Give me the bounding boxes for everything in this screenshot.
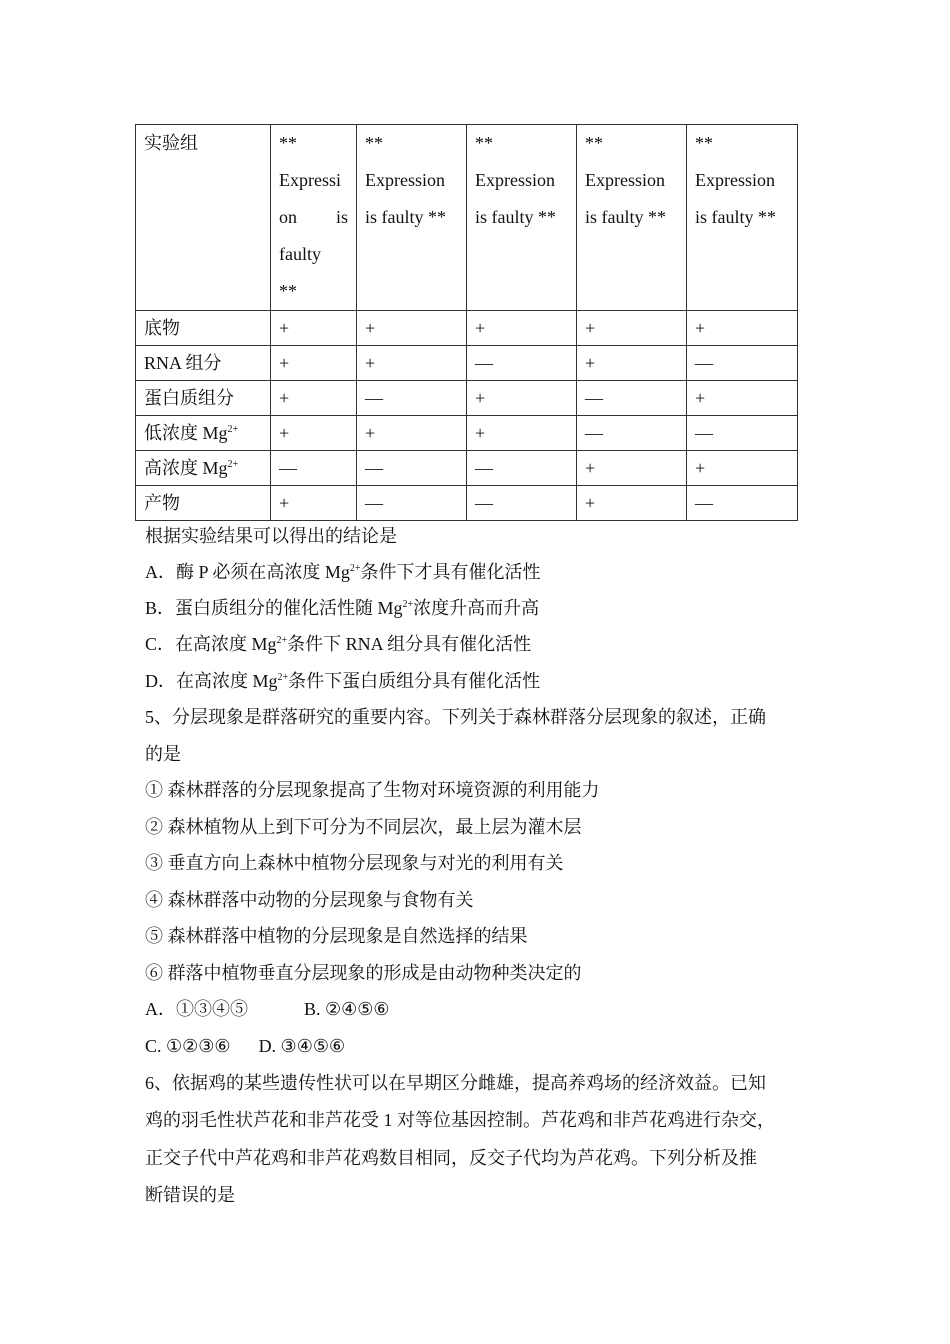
q5-statement: ② 森林植物从上到下可分为不同层次，最上层为灌木层 (145, 817, 582, 837)
table-cell: + (271, 311, 357, 346)
q5-statement: ③ 垂直方向上森林中植物分层现象与对光的利用有关 (145, 853, 564, 873)
table-cell: — (467, 346, 577, 381)
table-cell: + (271, 381, 357, 416)
q5-option-d[interactable]: D. ③④⑤⑥ (258, 1036, 346, 1056)
row-label: RNA 组分 (136, 346, 271, 381)
table-cell: + (687, 381, 798, 416)
q5-statement: ⑥ 群落中植物垂直分层现象的形成是由动物种类决定的 (145, 963, 582, 983)
q6-stem-line: 正交子代中芦花鸡和非芦花鸡数目相同，反交子代均为芦花鸡。下列分析及推 (145, 1148, 757, 1168)
row-label: 底物 (136, 311, 271, 346)
table-cell: — (577, 416, 687, 451)
table-cell: + (687, 451, 798, 486)
q6-stem-line: 断错误的是 (145, 1185, 235, 1205)
row-label: 低浓度 $Mg^{2+}$ (136, 416, 271, 451)
table-row (136, 311, 798, 346)
table-cell: — (687, 346, 798, 381)
table-cell: + (357, 416, 467, 451)
q5-stem-line2: 的是 (145, 744, 181, 764)
table-cell: + (687, 311, 798, 346)
table-cell: — (467, 486, 577, 521)
table-row (136, 416, 798, 451)
q5-option-a[interactable]: A．①③④⑤ (145, 999, 248, 1019)
table-row (136, 346, 798, 381)
table-cell: — (467, 451, 577, 486)
table-cell: — (687, 416, 798, 451)
header-error-cell: ** Expression is faulty ** (357, 125, 467, 311)
table-cell: — (271, 451, 357, 486)
q6-stem-line: 鸡的羽毛性状芦花和非芦花受 1 对等位基因控制。芦花鸡和非芦花鸡进行杂交， (145, 1110, 775, 1130)
table-cell: + (271, 346, 357, 381)
q5-option-b[interactable]: B. ②④⑤⑥ (304, 999, 390, 1019)
header-error-cell: ** Expression is faulty ** (467, 125, 577, 311)
q5-option-c[interactable]: C. ①②③⑥ (145, 1036, 231, 1056)
q4-option-b[interactable]: B．蛋白质组分的催化活性随 $Mg^{2+}$浓度升高而升高 (145, 598, 540, 618)
table-cell: — (577, 381, 687, 416)
table-cell: — (357, 486, 467, 521)
header-label: 实验组 (136, 125, 271, 311)
table-cell: + (467, 416, 577, 451)
row-label: 高浓度 $Mg^{2+}$ (136, 451, 271, 486)
table-cell: + (577, 451, 687, 486)
q5-statement: ④ 森林群落中动物的分层现象与食物有关 (145, 890, 474, 910)
table-cell: — (687, 486, 798, 521)
table-row (136, 451, 798, 486)
table-header-row (136, 125, 798, 311)
row-label: 产物 (136, 486, 271, 521)
q4-stem: 根据实验结果可以得出的结论是 (145, 526, 397, 546)
table-cell: + (577, 486, 687, 521)
row-label: 蛋白质组分 (136, 381, 271, 416)
q6-stem-line: 6、依据鸡的某些遗传性状可以在早期区分雌雄，提高养鸡场的经济效益。已知 (145, 1073, 766, 1093)
table-cell: + (577, 311, 687, 346)
header-error-cell: ** Expression is faulty ** (577, 125, 687, 311)
table-cell: + (271, 416, 357, 451)
header-error-cell: ** Expressi on is faulty ** (271, 125, 357, 311)
header-error-cell: ** Expression is faulty ** (687, 125, 798, 311)
table-cell: + (577, 346, 687, 381)
table-cell: + (467, 311, 577, 346)
table-row (136, 381, 798, 416)
experiment-table (135, 124, 798, 521)
table-cell: + (271, 486, 357, 521)
table-cell: + (357, 346, 467, 381)
table-cell: — (357, 451, 467, 486)
table-cell: + (357, 311, 467, 346)
q5-statement: ⑤ 森林群落中植物的分层现象是自然选择的结果 (145, 926, 528, 946)
table-row (136, 486, 798, 521)
table-cell: — (357, 381, 467, 416)
q4-option-a[interactable]: A．酶 P 必须在高浓度 $Mg^{2+}$条件下才具有催化活性 (145, 562, 541, 582)
table-cell: + (467, 381, 577, 416)
q5-stem-line1: 5、分层现象是群落研究的重要内容。下列关于森林群落分层现象的叙述，正确 (145, 707, 766, 727)
q5-statement: ① 森林群落的分层现象提高了生物对环境资源的利用能力 (145, 780, 600, 800)
q5-options-row2 (145, 1033, 825, 1059)
q5-options-row1 (145, 996, 825, 1022)
q4-option-d[interactable]: D．在高浓度 $Mg^{2+}$条件下蛋白质组分具有催化活性 (145, 671, 541, 691)
q4-option-c[interactable]: C．在高浓度 $Mg^{2+}$条件下 RNA 组分具有催化活性 (145, 634, 532, 654)
